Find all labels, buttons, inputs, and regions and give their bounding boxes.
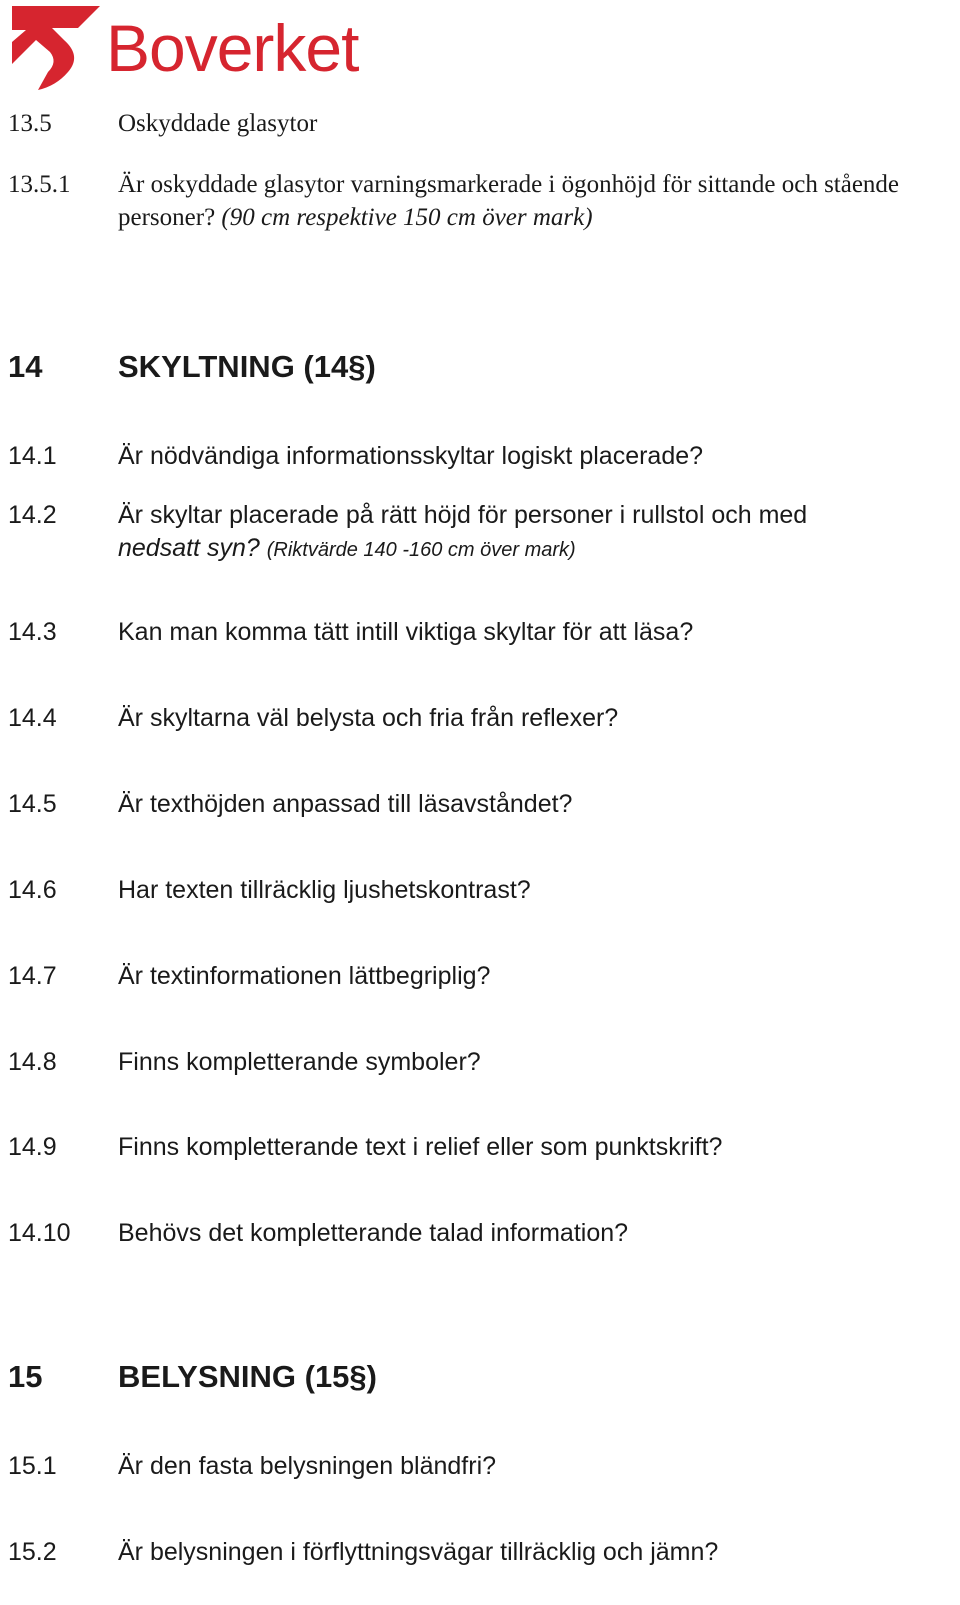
question-text: Är textinformationen lättbegriplig? (118, 962, 491, 990)
question-text: Är skyltarna väl belysta och fria från reflexer? (118, 704, 619, 732)
question-number: 14.9 (8, 1133, 57, 1161)
question-number: 14.1 (8, 442, 57, 470)
question-number: 14.2 (8, 501, 57, 529)
question-number: 14.7 (8, 962, 57, 990)
question-14-2 (8, 499, 948, 565)
question-text-continued: personer? (118, 204, 216, 231)
question-text: Kan man komma tätt intill viktiga skyltar för att läsa? (118, 618, 694, 646)
boverket-logo (8, 6, 368, 90)
question-number: 14.10 (8, 1219, 71, 1247)
question-text: Finns kompletterande symboler? (118, 1048, 481, 1076)
question-number: 14.5 (8, 790, 57, 818)
question-15-1 (8, 1450, 948, 1483)
question-14-1 (8, 440, 948, 473)
question-number: 15.1 (8, 1452, 57, 1480)
question-text: Behövs det kompletterande talad information? (118, 1219, 629, 1247)
question-number: 14.3 (8, 618, 57, 646)
question-text-block (118, 499, 948, 567)
question-text: Har texten tillräcklig ljushetskontrast? (118, 876, 531, 904)
question-text: Är oskyddade glasytor varningsmarkerade i ögonhöjd för sittande och stående (118, 171, 900, 198)
boverket-logo-mark-icon (8, 6, 104, 90)
logo-wordmark: Boverket (106, 11, 359, 85)
question-number: 14.8 (8, 1048, 57, 1076)
question-text: Är belysningen i förflyttningsvägar tillräcklig och jämn? (118, 1538, 719, 1566)
question-14-10 (8, 1217, 948, 1250)
question-number: 13.5.1 (8, 171, 71, 198)
question-text-block (118, 168, 948, 234)
question-number: 15.2 (8, 1538, 57, 1566)
question-14-9 (8, 1131, 948, 1164)
question-14-3 (8, 616, 948, 649)
heading-number: 14 (8, 349, 43, 384)
heading-number: 15 (8, 1359, 43, 1394)
question-15-2 (8, 1536, 948, 1569)
section-15-heading (8, 1358, 948, 1396)
question-14-6 (8, 874, 948, 907)
question-14-5 (8, 788, 948, 821)
question-text: Är den fasta belysningen bländfri? (118, 1452, 497, 1480)
question-text: Finns kompletterande text i relief eller som punktskrift? (118, 1133, 723, 1161)
question-14-8 (8, 1046, 948, 1079)
heading-title: BELYSNING (15§) (118, 1359, 377, 1394)
question-text-line-2 (118, 532, 948, 567)
heading-title: SKYLTNING (14§) (118, 349, 376, 384)
question-13-5-1 (8, 168, 948, 234)
question-text-continued: nedsatt syn? (118, 534, 260, 562)
section-title: Oskyddade glasytor (118, 110, 318, 137)
question-14-7 (8, 960, 948, 993)
question-number: 14.4 (8, 704, 57, 732)
question-note: (90 cm respektive 150 cm över mark) (221, 204, 593, 231)
question-14-4 (8, 702, 948, 735)
question-text: Är skyltar placerade på rätt höjd för personer i rullstol och med (118, 501, 808, 529)
question-number: 14.6 (8, 876, 57, 904)
question-text: Är nödvändiga informationsskyltar logiskt placerade? (118, 442, 704, 470)
question-note: (Riktvärde 140 -160 cm över mark) (266, 539, 576, 561)
section-number: 13.5 (8, 110, 52, 137)
question-text-line-2 (118, 201, 948, 234)
question-text: Är texthöjden anpassad till läsavståndet? (118, 790, 573, 818)
section-14-heading (8, 348, 948, 386)
section-13-5 (8, 107, 948, 140)
